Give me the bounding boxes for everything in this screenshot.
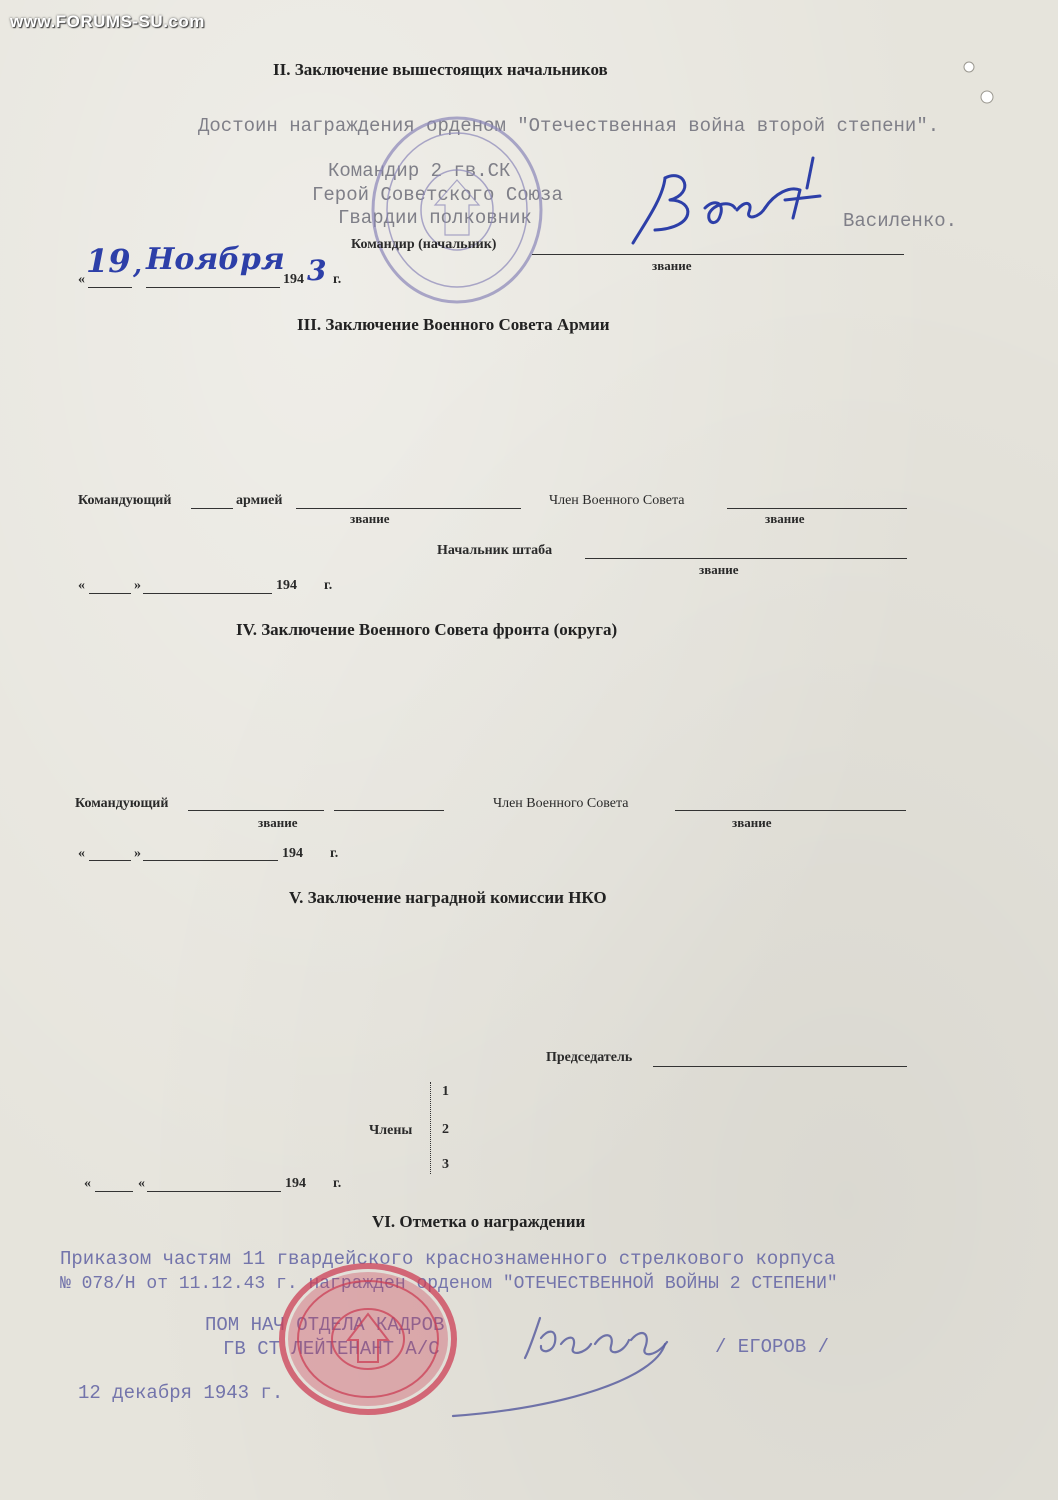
section5-member-number: 1: [442, 1084, 449, 1099]
section3-council-member-rank-caption: звание: [765, 511, 805, 526]
section3-date-year: 194: [276, 578, 297, 593]
section2-date-day-line: [88, 287, 132, 288]
red-stamp-icon: [276, 1262, 461, 1417]
section5-date-month-line: [147, 1191, 281, 1192]
section3-chief-of-staff-line: [585, 558, 907, 559]
section5-member-number: 2: [442, 1122, 449, 1137]
round-stamp-icon: [365, 110, 550, 310]
section2-date-month-line: [146, 287, 280, 288]
section4-commander-label: Командующий: [75, 796, 169, 811]
section4-heading: IV. Заключение Военного Совета фронта (округа): [236, 620, 618, 639]
section4-date-year: 194: [282, 846, 303, 861]
section2-typed-recommendation: Достоин награждения орденом "Отечественная война второй степени".: [198, 115, 940, 137]
section5-heading: V. Заключение наградной комиссии НКО: [289, 888, 607, 907]
section4-date-suffix: г.: [330, 846, 339, 861]
section3-army-rank-line: [296, 508, 521, 509]
section4-date-day-line: [89, 860, 131, 861]
section3-commander-label: Командующий: [78, 493, 172, 508]
section3-commander-blank-line: [191, 508, 233, 509]
section4-council-member-label: Член Военного Совета: [493, 796, 629, 811]
section3-council-member-label: Член Военного Совета: [549, 493, 685, 508]
section6-typed-name: / ЕГОРОВ /: [715, 1336, 830, 1358]
section3-chief-of-staff-label: Начальник штаба: [437, 543, 553, 558]
section4-commander-rank-line: [188, 810, 324, 811]
section5-date-year: 194: [285, 1176, 306, 1191]
section2-date-open-quote: «: [78, 272, 85, 287]
section2-date-year-digit: 3: [307, 254, 327, 287]
section3-date-day-line: [89, 593, 131, 594]
section5-member-number: 3: [442, 1157, 449, 1172]
section4-date-mid: »: [134, 846, 141, 861]
section2-date-comma: ,: [133, 250, 143, 280]
section3-council-member-line: [727, 508, 907, 509]
section4-council-member-line: [675, 810, 906, 811]
section2-typed-name: Василенко.: [843, 210, 958, 232]
section2-heading: II. Заключение вышестоящих начальников: [273, 60, 608, 79]
section2-date-year-prefix: 194: [283, 272, 304, 287]
section2-commander-line: [532, 254, 904, 255]
section6-typed-line3: ПОМ НАЧ ОТДЕЛА КАДРОВ: [205, 1314, 445, 1336]
section5-chairman-label: Председатель: [546, 1050, 633, 1065]
section6-heading: VI. Отметка о награждении: [372, 1212, 586, 1231]
section2-date-suffix: г.: [333, 272, 342, 287]
commander-signature-icon: [625, 138, 835, 253]
watermark: www.FORUMS-SU.com: [10, 12, 205, 31]
punch-hole-icon: [955, 55, 1005, 115]
section5-date-mid: «: [138, 1176, 145, 1191]
section6-typed-line4: ГВ СТ ЛЕЙТЕНАНТ А/С: [223, 1338, 440, 1360]
section4-commander-name-line: [334, 810, 444, 811]
section2-typed-rank-line3: Гвардии полковник: [338, 207, 532, 229]
section4-council-member-rank-caption: звание: [732, 815, 772, 830]
section4-commander-rank-caption: звание: [258, 815, 298, 830]
section5-chairman-line: [653, 1066, 907, 1067]
section2-rank-caption: звание: [652, 258, 692, 273]
section5-members-label: Члены: [369, 1123, 413, 1138]
section6-typed-date: 12 декабря 1943 г.: [78, 1382, 284, 1404]
section2-typed-rank-line2: Герой Советского Союза: [312, 184, 563, 206]
section5-date-suffix: г.: [333, 1176, 342, 1191]
section3-date-left: «: [78, 578, 85, 593]
section2-typed-rank-line1: Командир 2 гв.СК: [328, 160, 511, 182]
section6-typed-line2: № 078/Н от 11.12.43 г. награжден орденом "ОТЕЧЕСТВЕННОЙ ВОЙНЫ 2 СТЕПЕНИ": [60, 1274, 838, 1294]
section3-army-label: армией: [236, 493, 283, 508]
section4-date-left: «: [78, 846, 85, 861]
section2-date-day: 19: [86, 242, 131, 280]
section5-date-day-line: [95, 1191, 133, 1192]
section5-members-bracket: [430, 1082, 431, 1174]
section3-date-month-line: [143, 593, 272, 594]
section2-date-month: Ноября: [146, 242, 285, 277]
section3-commander-rank-caption: звание: [350, 511, 390, 526]
section3-date-suffix: г.: [324, 578, 333, 593]
officer-signature-icon: [445, 1308, 705, 1423]
section5-date-left: «: [84, 1176, 91, 1191]
section3-heading: III. Заключение Военного Совета Армии: [297, 315, 610, 334]
section4-date-month-line: [143, 860, 278, 861]
section3-date-mid: »: [134, 578, 141, 593]
section6-typed-line1: Приказом частям 11 гвардейского краснознаменного стрелкового корпуса: [60, 1248, 836, 1270]
section3-chief-of-staff-rank-caption: звание: [699, 562, 739, 577]
section2-commander-label: Командир (начальник): [351, 237, 497, 252]
